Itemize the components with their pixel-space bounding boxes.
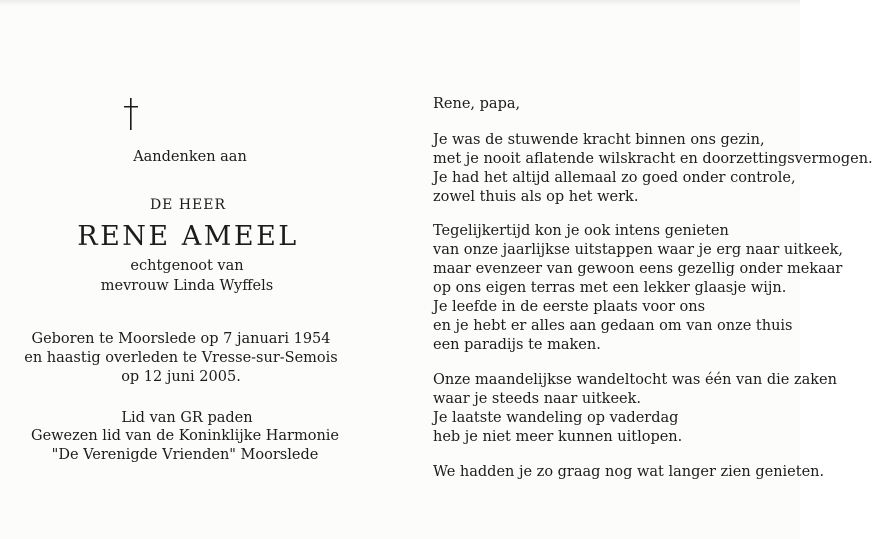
poem-line: Je laatste wandeling op vaderdag <box>433 410 679 426</box>
poem-line: van onze jaarlijkse uitstappen waar je erg naar uitkeek, <box>433 242 844 258</box>
poem-line: Je had het altijd allemaal zo goed onder controle, <box>433 170 796 186</box>
closing-line: We hadden je zo graag nog wat langer zien genieten. <box>433 464 825 480</box>
remembrance-text: Aandenken aan <box>133 149 247 165</box>
poem-line: heb je niet meer kunnen uitlopen. <box>433 429 683 445</box>
membership-line: Lid van GR paden <box>121 410 253 426</box>
poem-line: met je nooit aflatende wilskracht en doorzettingsvermogen. <box>433 151 873 167</box>
spouse-line-1: echtgenoot van <box>130 258 244 274</box>
death-line-1: en haastig overleden te Vresse-sur-Semois <box>24 350 338 366</box>
cross-icon <box>116 97 146 131</box>
poem-line: een paradijs te maken. <box>433 337 601 353</box>
honorific: DE HEER <box>149 197 227 213</box>
right-panel <box>400 0 873 539</box>
poem-line: waar je steeds naar uitkeek. <box>433 391 642 407</box>
death-line-2: op 12 juni 2005. <box>121 369 241 385</box>
poem-line: Je was de stuwende kracht binnen ons gezin, <box>433 132 765 148</box>
poem-line: Tegelijkertijd kon je ook intens genieten <box>433 223 729 239</box>
deceased-name: RENE AMEEL <box>77 221 299 252</box>
poem-line: en je hebt er alles aan gedaan om van onze thuis <box>433 318 793 334</box>
poem-line: op ons eigen terras met een lekker glaasje wijn. <box>433 280 787 296</box>
poem-line: Onze maandelijkse wandeltocht was één van die zaken <box>433 372 837 388</box>
former-membership-line-2: "De Verenigde Vrienden" Moorslede <box>51 447 319 463</box>
birth-line: Geboren te Moorslede op 7 januari 1954 <box>31 331 331 347</box>
poem-line: maar evenzeer van gewoon eens gezellig onder mekaar <box>433 261 843 277</box>
former-membership-line-1: Gewezen lid van de Koninklijke Harmonie <box>30 428 340 444</box>
salutation: Rene, papa, <box>433 96 521 112</box>
spouse-line-2: mevrouw Linda Wyffels <box>100 278 274 294</box>
poem-line: zowel thuis als op het werk. <box>433 189 639 205</box>
left-panel <box>0 0 400 539</box>
poem-line: Je leefde in de eerste plaats voor ons <box>433 299 706 315</box>
